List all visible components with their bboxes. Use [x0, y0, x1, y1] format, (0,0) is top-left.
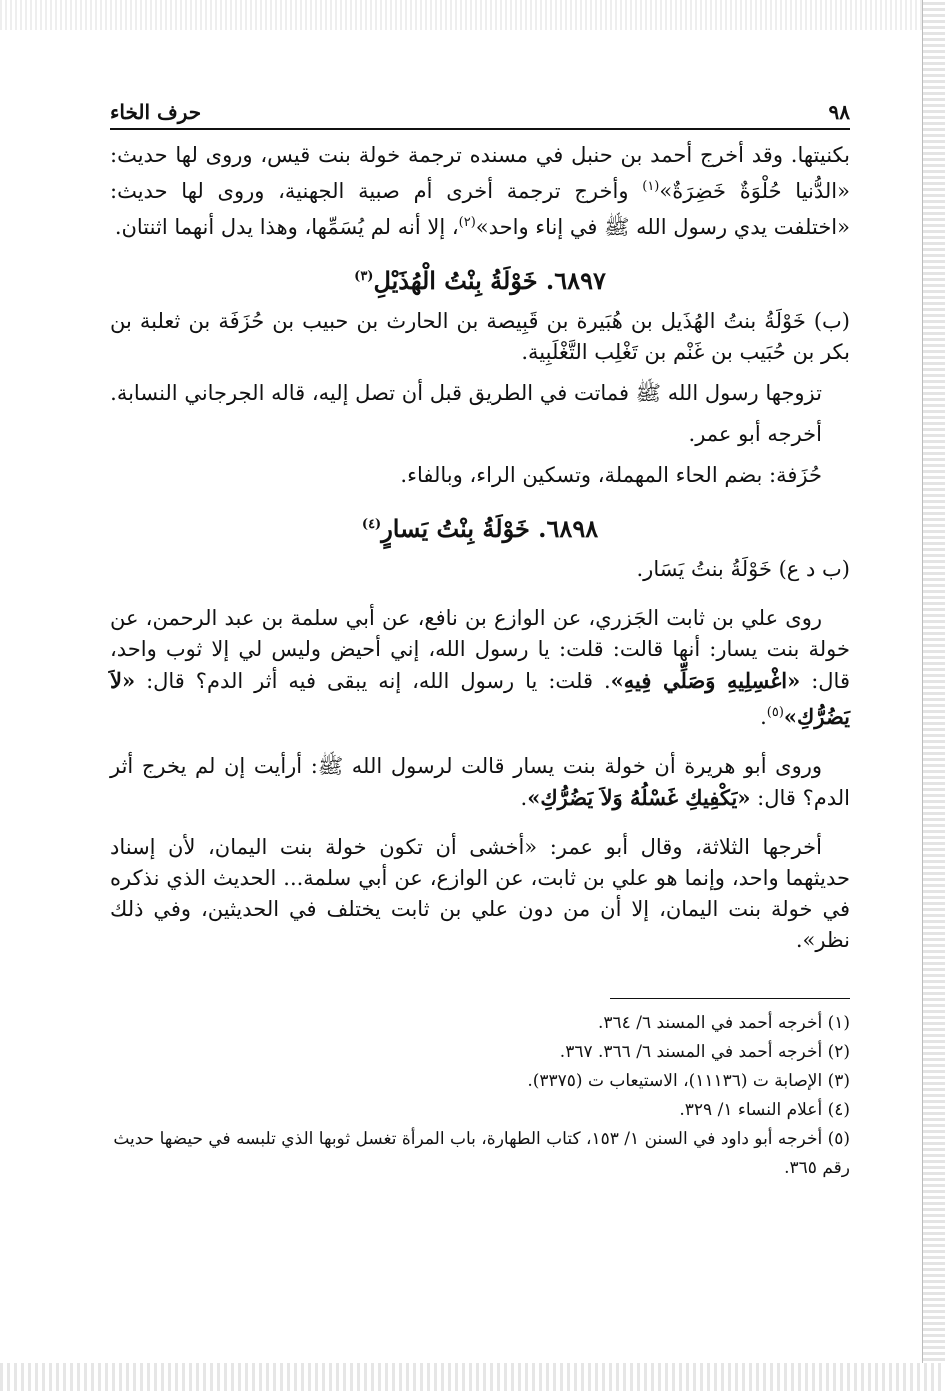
entry-paragraph: حُزَفة: بضم الحاء المهملة، وتسكين الراء، وبالفاء.: [400, 463, 822, 487]
page-header: [110, 80, 850, 130]
narration-text: . قلت: يا رسول الله، إنه يبقى فيه أثر الدم؟ قال:: [135, 669, 611, 693]
narration-text: روى علي بن ثابت الجَزري، عن الوازع بن نافع، عن أبي سلمة بن عبد الرحمن، عن خولة بنت يسار: أنها قالت: قلت: يا رسول الله، إني أحيض وليس لي إلا ثوب واحد، قال:: [110, 606, 850, 693]
hadith-quote: «اغْسِلِيهِ وَصَلِّي فِيهِ»: [610, 668, 801, 693]
entry-paragraph: وروى أبو هريرة أن خولة بنت يسار قالت لرسول الله ﷺ: أرأيت إن لم يخرج أثر الدم؟ قال: «يَكْفِيكِ غَسْلُهُ وَلاَ يَضُرُّكِ».: [110, 754, 850, 810]
entry-paragraph: أخرجها الثلاثة، وقال أبو عمر: «أخشى أن تكون خولة بنت اليمان، لأن إسناد حديثهما واحد، وإنما هو علي بن ثابت، عن الوازع، عن أبي سلمة... الحديث الذي نذكره في خولة بنت اليمان، إلا أن من دون علي بن ثابت يختلف في الحديثين، وفي ذلك نظر».: [110, 835, 850, 952]
footnote-divider: [610, 998, 850, 999]
footnote-item: (٤) أعلام النساء ١/ ٣٢٩.: [679, 1100, 850, 1120]
entry-title-6897: [110, 261, 850, 296]
entry-title-6898: [110, 509, 850, 544]
intro-paragraph: [110, 140, 850, 243]
intro-text-2: وأخرج ترجمة أخرى أم صبية الجهنية، وروى لها حديث: «اختلفت يدي رسول الله ﷺ في إناء واحد»: [110, 179, 850, 239]
intro-text-1: بكنيتها. وقد أخرج أحمد بن حنبل في مسنده ترجمة خولة بنت قيس، وروى لها حديث: «الدُّنيا حُلْوَةٌ خَضِرَةٌ»: [110, 143, 850, 203]
page-number: ٩٨: [828, 100, 850, 124]
intro-text-3: ، إلا أنه لم يُسَمِّها، وهذا يدل أنهما اثنتان.: [114, 215, 459, 239]
footnote-item: (٣) الإصابة ت (١١١٣٦)، الاستيعاب ت (٣٣٧٥).: [527, 1071, 850, 1091]
page-border-top: [0, 0, 945, 30]
footnote-mark-4: (٤): [361, 517, 382, 532]
page-border-right: [922, 0, 945, 1391]
footnote-item: (٢) أخرجه أحمد في المسند ٦/ ٣٦٦. ٣٦٧.: [559, 1042, 850, 1062]
hadith-quote: «لاَ يَضُرُّكِ»: [110, 668, 850, 729]
entry-lineage: (ب د ع) خَوْلَةُ بنتُ يَسَار.: [636, 557, 850, 581]
footnote-item: (٥) أخرجه أبو داود في السنن ١/ ١٥٣، كتاب الطهارة، باب المرأة تغسل ثوبها الذي تلبسه في حيضها حديث رقم ٣٦٥.: [113, 1129, 850, 1178]
footnote-item: (١) أخرجه أحمد في المسند ٦/ ٣٦٤.: [598, 1013, 850, 1033]
entry-paragraph: روى علي بن ثابت الجَزري، عن الوازع بن نافع، عن أبي سلمة بن عبد الرحمن، عن خولة بنت يسار: أنها قالت: قلت: يا رسول الله، إني أحيض وليس لي إلا ثوب واحد، قال: «اغْسِلِيهِ وَصَلِّي فِيهِ». قلت: يا رسول الله، إنه يبقى فيه أثر الدم؟ قال: «لاَ يَضُرُّكِ»$^{(٥)}$.: [110, 606, 850, 729]
footnote-mark-1: (١): [642, 179, 660, 194]
page-border-bottom: [0, 1363, 945, 1391]
entry-paragraph: أخرجه أبو عمر.: [688, 422, 822, 446]
main-text: [110, 140, 850, 956]
footnotes: [110, 1009, 850, 1183]
narration-text: وروى أبو هريرة أن خولة بنت يسار قالت لرسول الله ﷺ: أرأيت إن لم يخرج أثر الدم؟ قال:: [110, 754, 850, 810]
footnote-mark-5: (٥): [766, 705, 784, 720]
footnote-mark-3: (٣): [354, 269, 374, 284]
footnote-mark-2: (٢): [458, 215, 476, 230]
entry-lineage: (ب) خَوْلَةُ بنتُ الهُذَيل بن هُبَيرة بن قَبِيصة بن الحارث بن حبيب بن حُزَفَة بن ثعلبة بن بكر بن حُبَيب بن غَنْم بن تَغْلِب التَّغْلَبِية.: [110, 309, 850, 364]
entry-title-text: ٦٨٩٨. خَوْلَةُ بِنْتُ يَسارٍ: [381, 514, 599, 543]
section-title: حرف الخاء: [110, 100, 202, 124]
hadith-quote: «يَكْفِيكِ غَسْلُهُ وَلاَ يَضُرُّكِ»: [527, 785, 751, 810]
entry-title-text: ٦٨٩٧. خَوْلَةُ بِنْتُ الْهُذَيْلِ: [373, 266, 606, 295]
book-page: [110, 80, 850, 1183]
entry-paragraph: تزوجها رسول الله ﷺ فماتت في الطريق قبل أن تصل إليه، قاله الجرجاني النسابة.: [110, 381, 822, 405]
